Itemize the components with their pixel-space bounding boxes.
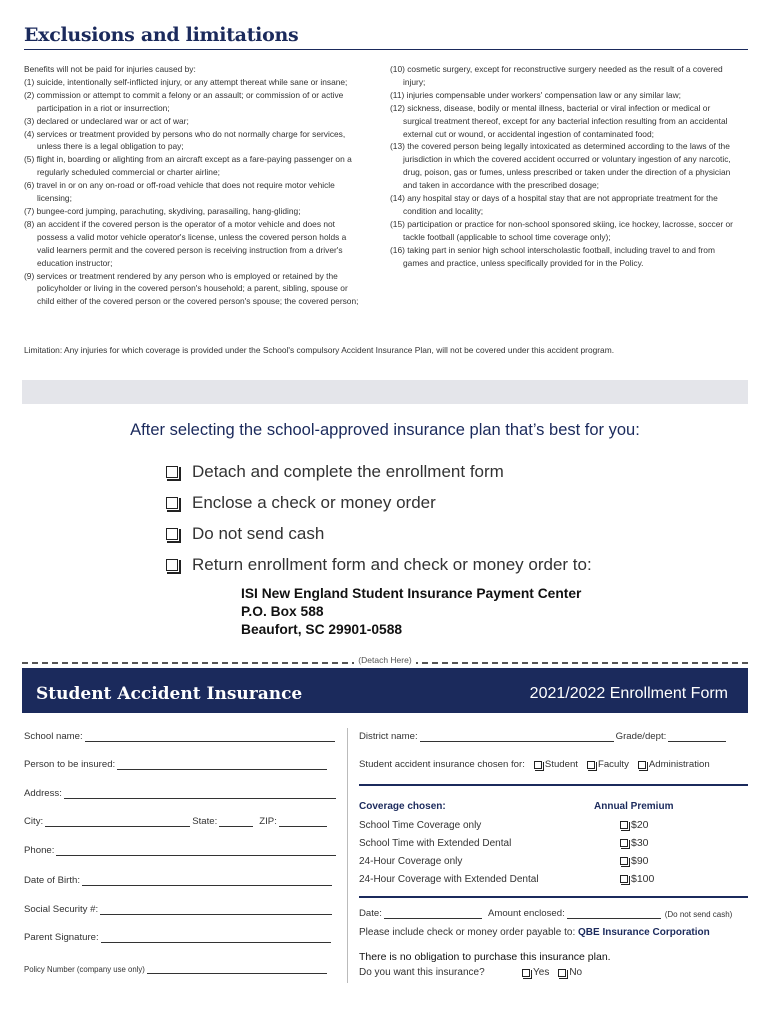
checkbox-icon [166,497,178,509]
checkbox-icon [166,528,178,540]
title-divider [24,49,748,50]
date-amount-field[interactable]: Date: Amount enclosed: (Do not send cash) [359,908,733,919]
exclusion-item: (3) declared or undeclared war or act of war; [24,115,189,126]
mailing-address: ISI New England Student Insurance Payment Center P.O. Box 588 Beaufort, SC 29901-0588 [241,586,582,637]
coverage-option: 24-Hour Coverage only [359,856,463,867]
premium-heading: Annual Premium [594,801,674,812]
coverage-heading: Coverage chosen: [359,801,446,812]
address-field[interactable]: Address: [24,788,336,799]
exclusion-item: (11) injuries compensable under workers' compensation law or any similar law; [390,89,681,100]
step-return: Return enrollment form and check or money order to: [166,549,592,580]
policy-number-field: Policy Number (company use only) [24,963,327,974]
exclusion-item: (12) sickness, disease, bodily or mental illness, bacterial or viral infection or medical or surgical treatment thereof, except for any bacterial infection resulting from an accidental external cut or wound, or accidental ingestion of contaminated food; [390,102,728,139]
detach-label: (Detach Here) [0,655,770,665]
checkbox-icon [620,821,628,829]
exclusion-item: (9) services or treatment rendered by any person who is employed or retained by the policyholder or living in the covered person's household; a parent, sibling, spouse or child either of the covered person or the covered person's spouse; the covered person; [24,270,359,307]
ssn-field[interactable]: Social Security #: [24,904,332,915]
coverage-option: School Time with Extended Dental [359,838,512,849]
form-title: Student Accident Insurance [36,684,303,704]
checkbox-icon [166,559,178,571]
phone-field[interactable]: Phone: [24,845,336,856]
checkbox-icon [534,761,542,769]
exclusion-item: (14) any hospital stay or days of a hospital stay that are not appropriate treatment for the condition and locality; [390,193,718,216]
district-grade-field[interactable]: District name: Grade/dept: [359,731,726,742]
no-checkbox[interactable]: No [558,965,582,980]
premium-checkbox[interactable]: $30 [620,837,649,849]
checkbox-icon [587,761,595,769]
exclusions-intro: Benefits will not be paid for injuries caused by: [24,64,196,74]
premium-checkbox[interactable]: $100 [620,873,654,885]
obligation-note: There is no obligation to purchase this insurance plan. Do you want this insurance? Yes No [359,951,611,978]
premium-checkbox[interactable]: $90 [620,855,649,867]
payee-name: QBE Insurance Corporation [578,927,710,938]
school-name-field[interactable]: School name: [24,731,335,742]
instruction-steps [166,456,592,580]
step-enclose: Enclose a check or money order [166,487,592,518]
coverage-option: School Time Coverage only [359,820,482,831]
form-banner [22,668,748,713]
checkbox-icon [522,969,530,977]
student-checkbox[interactable]: Student [534,759,578,770]
city-state-zip-field[interactable]: City: State: ZIP: [24,816,327,827]
coverage-top-rule [359,784,748,786]
exclusion-item: (15) participation or practice for non-school sponsored skiing, ice hockey, lacrosse, soccer or tackle football (applicable to school time coverage only); [390,218,733,242]
exclusion-item: (2) commission or attempt to commit a felony or an assault; or commission of or active participation in a riot or insurrection; [24,89,344,113]
exclusions-left-column [24,63,359,308]
exclusion-item: (10) cosmetic surgery, except for reconstructive surgery needed as the result of a covered injury; [390,64,723,87]
limitation-note: Limitation: Any injuries for which coverage is provided under the School's compulsory Accident Insurance Plan, will not be covered under this accident program. [24,345,615,355]
checkbox-icon [638,761,646,769]
exclusion-item: (1) suicide, intentionally self-inflicted injury, or any attempt thereat while sane or insane; [24,76,348,87]
premium-checkbox[interactable]: $20 [620,819,649,831]
parent-signature-field[interactable]: Parent Signature: [24,932,331,943]
payable-note: Please include check or money order payable to: QBE Insurance Corporation [359,927,710,938]
checkbox-icon [620,857,628,865]
checkbox-icon [558,969,566,977]
administration-checkbox[interactable]: Administration [638,759,710,770]
exclusions-title: Exclusions and limitations [24,24,299,46]
person-insured-field[interactable]: Person to be insured: [24,759,327,770]
exclusion-item: (16) taking part in senior high school interscholastic football, including travel to and from games and practice, unless specifically provided for in the Policy. [390,244,715,268]
exclusion-item: (8) an accident if the covered person is the operator of a motor vehicle and does not possess a valid motor vehicle operator's license, unless the covered person holds a valid learners permit and the covered person is receiving instruction from a driver's education instructor; [24,218,347,268]
exclusion-item: (4) services or treatment provided by persons who do not normally charge for services, unless there is a legal obligation to pay; [24,128,346,152]
checkbox-icon [620,875,628,883]
dob-field[interactable]: Date of Birth: [24,875,332,886]
separator-band [22,380,748,404]
exclusion-item: (7) bungee-cord jumping, parachuting, skydiving, parasailing, hang-gliding; [24,205,301,216]
coverage-bottom-rule [359,896,748,898]
coverage-option: 24-Hour Coverage with Extended Dental [359,874,539,885]
yes-checkbox[interactable]: Yes [522,965,549,980]
checkbox-icon [620,839,628,847]
faculty-checkbox[interactable]: Faculty [587,759,629,770]
chosen-for-field: Student accident insurance chosen for: Student Faculty Administration [359,759,710,770]
exclusions-right-column [390,63,740,270]
exclusion-item: (5) flight in, boarding or alighting from an aircraft except as a fare-paying passenger on a regularly scheduled commercial or charter airline; [24,154,352,178]
form-subtitle: 2021/2022 Enrollment Form [529,685,728,702]
instructions-heading: After selecting the school-approved insurance plan that’s best for you: [130,421,640,439]
step-no-cash: Do not send cash [166,518,592,549]
exclusion-item: (6) travel in or on any on-road or off-road vehicle that does not require motor vehicle licensing; [24,180,335,204]
column-divider [347,728,348,983]
exclusion-item: (13) the covered person being legally intoxicated as determined according to the laws of the jurisdiction in which the covered accident occurred or voluntary ingestion of any narcotic, drug, poison, gas or fumes, unless prescribed or taken under the direction of a physician and taken in accordance with the prescribed dosage; [390,141,731,191]
checkbox-icon [166,466,178,478]
step-detach: Detach and complete the enrollment form [166,456,592,487]
